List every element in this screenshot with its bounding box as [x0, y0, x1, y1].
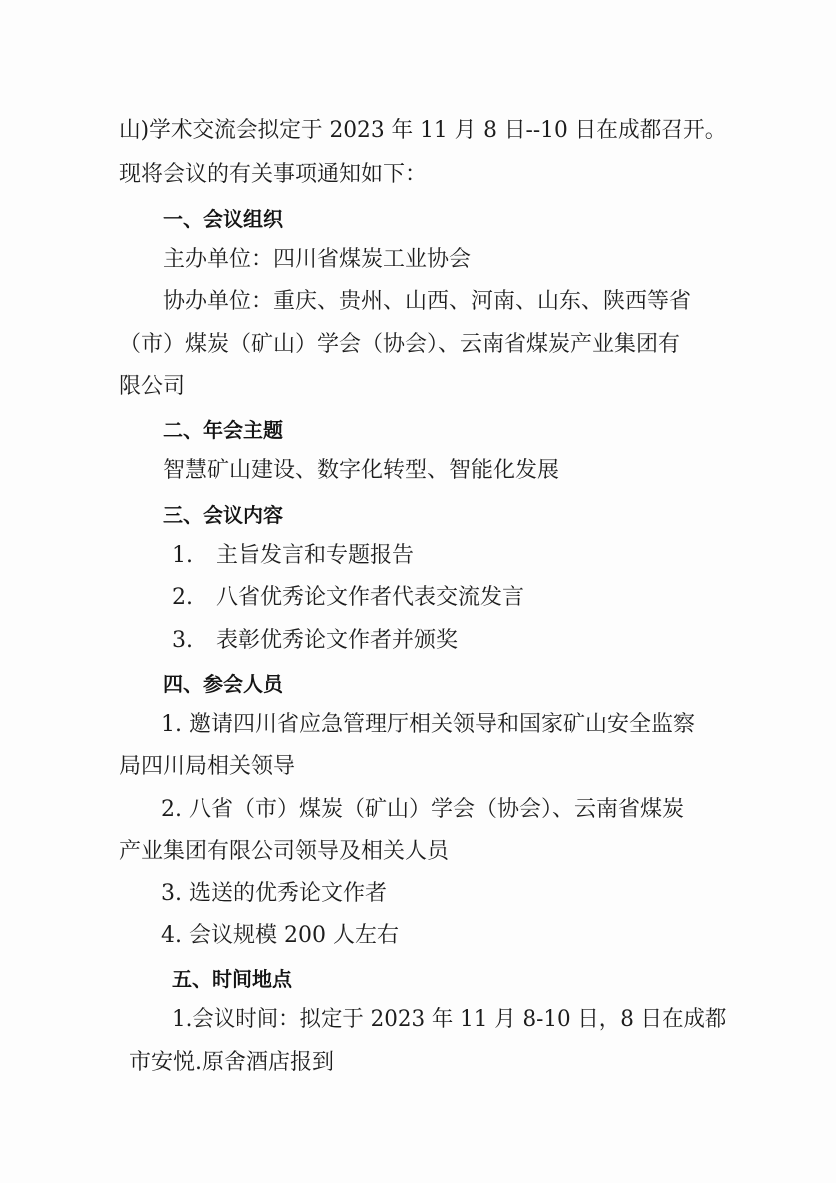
meeting-time-line-1: 1.会议时间：拟定于 2023 年 11 月 8-10 日，8 日在成都	[172, 1007, 727, 1032]
content-item-1	[172, 541, 414, 571]
section-heading-time-place: 五、时间地点	[172, 967, 292, 991]
attendee-item-3: 3. 选送的优秀论文作者	[161, 881, 387, 906]
content-item-text: 主旨发言和专题报告	[216, 543, 415, 568]
attendee-item-1-line-2: 局四川局相关领导	[119, 754, 296, 779]
content-item-2	[172, 583, 524, 613]
section-heading-organization: 一、会议组织	[163, 207, 283, 231]
attendee-item-4: 4. 会议规模 200 人左右	[161, 923, 399, 948]
co-host-line-1: 协办单位：重庆、贵州、山西、河南、山东、陕西等省	[163, 289, 692, 314]
co-host-line-2: （市）煤炭（矿山）学会（协会）、云南省煤炭产业集团有	[119, 332, 681, 357]
section-heading-content: 三、会议内容	[163, 503, 283, 527]
content-item-3	[172, 626, 458, 656]
co-host-line-3: 限公司	[119, 374, 186, 399]
attendee-item-2-line-1: 2. 八省（市）煤炭（矿山）学会（协会）、云南省煤炭	[161, 797, 684, 822]
content-item-number: 2.	[172, 585, 193, 610]
content-item-number: 3.	[172, 628, 193, 653]
section-heading-theme: 二、年会主题	[163, 418, 283, 442]
content-item-number: 1.	[172, 543, 193, 568]
theme-text: 智慧矿山建设、数字化转型、智能化发展	[163, 458, 560, 483]
host-unit: 主办单位：四川省煤炭工业协会	[163, 247, 472, 272]
section-heading-attendees: 四、参会人员	[163, 672, 283, 696]
attendee-item-1-line-1: 1. 邀请四川省应急管理厅相关领导和国家矿山安全监察	[161, 712, 695, 737]
content-item-text: 表彰优秀论文作者并颁奖	[216, 628, 459, 653]
content-item-text: 八省优秀论文作者代表交流发言	[216, 585, 525, 610]
intro-line-1: 山)学术交流会拟定于 2023 年 11 月 8 日--10 日在成都召开。	[119, 118, 727, 143]
intro-line-2: 现将会议的有关事项通知如下：	[119, 162, 428, 187]
meeting-time-line-2: 市安悦.原舍酒店报到	[129, 1050, 334, 1075]
attendee-item-2-line-2: 产业集团有限公司领导及相关人员	[119, 839, 450, 864]
